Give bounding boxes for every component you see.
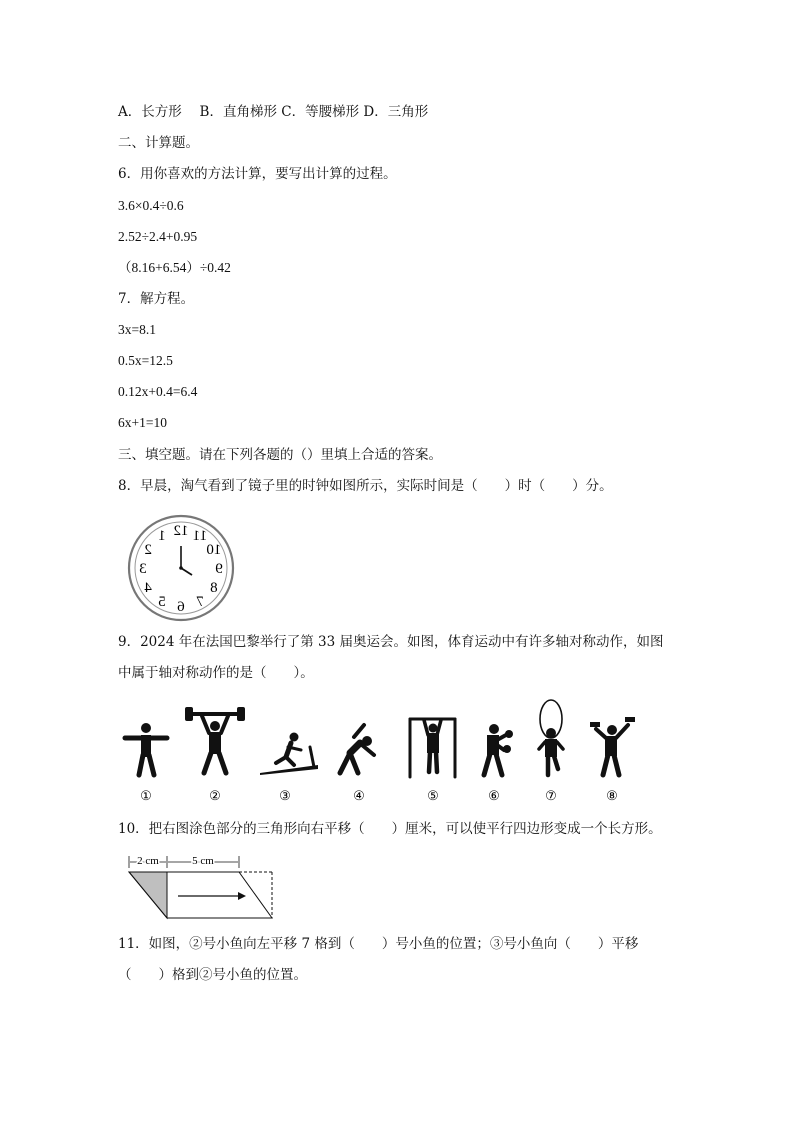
clock-numeral: 12 [173,523,189,539]
clock-numeral: 8 [210,580,218,596]
clock-numeral: 3 [139,561,147,577]
q6-title: 6．用你喜欢的方法计算，要写出计算的过程。 [118,166,397,182]
clock-numeral: 2 [144,542,152,558]
q7-item-3: 0.12x+0.4=6.4 [118,384,198,399]
parallelogram-figure [126,852,276,922]
q6-item-2: 2.52÷2.4+0.95 [118,229,198,244]
clock-numeral: 10 [206,542,222,558]
clock-numeral: 6 [177,599,185,615]
clock-numeral: 1 [158,528,166,545]
pictogram-t-pose [125,723,167,775]
q8-text: 8．早晨，淘气看到了镜子里的时钟如图所示，实际时间是（ ）时（ ）分。 [118,478,613,494]
clock-numeral: 11 [192,528,208,545]
pictogram-label: ③ [279,788,291,803]
pictogram-weightlifter [185,707,245,773]
pictogram-label: ② [209,788,221,803]
q5-options: A．长方形 B．直角梯形 C．等腰梯形 D．三角形 [118,104,429,120]
dimension-2cm: 2 cm [137,855,159,867]
mirrored-clock-figure [126,513,236,623]
section-3-heading: 三、填空题。请在下列各题的（）里填上合适的答案。 [118,447,442,463]
pictogram-side-bend [340,725,374,773]
q7-item-1: 3x=8.1 [118,322,156,337]
pictogram-dumbbell [590,717,635,775]
clock-numeral: 7 [196,593,204,610]
q11-text-line-2: （ ）格到②号小鱼的位置。 [118,967,307,983]
pictogram-boxer [484,724,513,775]
pictogram-label: ⑤ [427,788,439,803]
pictogram-label: ⑧ [606,788,618,803]
clock-numeral: 5 [158,593,166,610]
pictogram-label: ⑥ [488,788,500,803]
clock-numeral: 9 [215,561,223,577]
sports-pictograms-figure [118,695,648,810]
q7-item-2: 0.5x=12.5 [118,353,173,368]
dimension-5cm: 5 cm [192,855,214,867]
section-2-heading: 二、计算题。 [118,135,199,151]
pictogram-label: ① [140,788,152,803]
q10-text: 10．把右图涂色部分的三角形向右平移（ ）厘米，可以使平行四边形变成一个长方形。 [118,821,662,837]
q9-text-line-2: 中属于轴对称动作的是（ ）。 [118,665,314,681]
pictogram-treadmill-runner [260,733,318,776]
clock-numeral: 4 [144,580,152,596]
q6-item-1: 3.6×0.4÷0.6 [118,198,184,213]
q7-item-4: 6x+1=10 [118,415,167,430]
pictogram-pull-up [410,719,455,777]
q9-text-line-1: 9．2024 年在法国巴黎举行了第 33 届奥运会。如图，体育运动中有许多轴对称动作，如图 [118,634,664,650]
q11-text-line-1: 11．如图，②号小鱼向左平移 7 格到（ ）号小鱼的位置；③号小鱼向（ ）平移 [118,936,639,952]
q6-item-3: （8.16+6.54）÷0.42 [118,260,231,275]
pictogram-label: ④ [353,788,365,803]
pictogram-label: ⑦ [545,788,557,803]
pictogram-jump-rope [539,700,563,775]
q7-title: 7．解方程。 [118,291,195,307]
